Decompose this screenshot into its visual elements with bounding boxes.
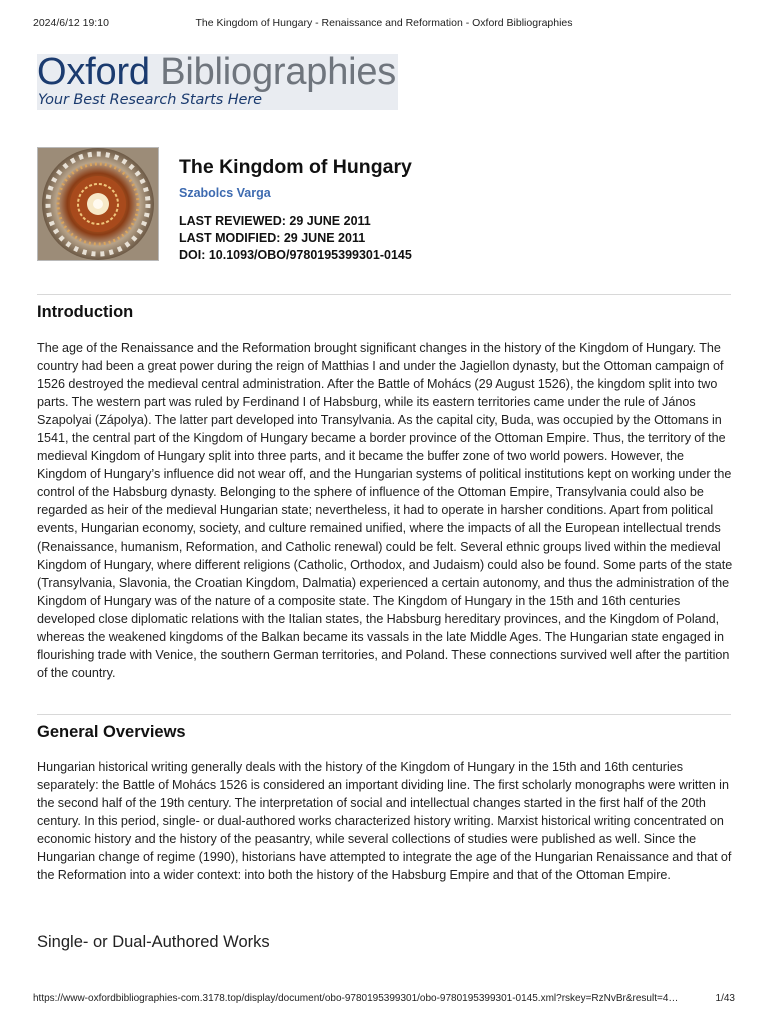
print-url: https://www-oxfordbibliographies-com.3178.top/display/document/obo-9780195399301/obo-9780195399301-0145.xml?rskey=RzNvBr&result=4… <box>33 993 679 1004</box>
article-title: The Kingdom of Hungary <box>179 156 412 178</box>
logo-oxford: Oxford <box>37 51 150 93</box>
dome-image <box>38 148 158 260</box>
logo-bibliographies: Bibliographies <box>160 51 397 93</box>
section-heading-introduction: Introduction <box>37 303 134 321</box>
print-page-title: The Kingdom of Hungary - Renaissance and Reformation - Oxford Bibliographies <box>195 17 573 29</box>
divider <box>37 714 731 715</box>
last-reviewed: LAST REVIEWED: 29 JUNE 2011 <box>179 214 371 228</box>
oxford-bibliographies-logo[interactable] <box>37 51 398 110</box>
section-heading-general-overviews: General Overviews <box>37 723 186 741</box>
print-page-number: 1/43 <box>715 993 735 1004</box>
print-date: 2024/6/12 19:10 <box>33 17 109 29</box>
last-modified: LAST MODIFIED: 29 JUNE 2011 <box>179 231 366 245</box>
article-thumbnail-image <box>37 147 159 261</box>
logo-wordmark <box>37 52 396 92</box>
logo-tagline: Your Best Research Starts Here <box>38 92 262 108</box>
article-meta <box>179 156 412 264</box>
article-dates <box>179 213 412 264</box>
subsection-heading-single-dual-authored: Single- or Dual-Authored Works <box>37 933 270 951</box>
article-author-link[interactable]: Szabolcs Varga <box>179 186 271 200</box>
general-overviews-text: Hungarian historical writing generally deals with the history of the Kingdom of Hungary in the 15th and 16th centuries separately: the Battle of Mohács 1526 is considered an important dividing line. The first scholarly monographs were written in the second half of the 19th century. The interpretation of social and intellectual changes started in the first half of the 20th century. In this period, single- or dual-authored works characterized history writing. Marxist historical writing concentrated on economic history and the history of the peasantry, while several collections of studies were published as well. Since the Hungarian change of regime (1990), historians have attempted to integrate the age of the Hungarian Renaissance and that of the Reformation into a wider context: into both the history of the Habsburg Empire and that of the Ottoman Empire. <box>37 760 732 883</box>
introduction-text: The age of the Renaissance and the Reformation brought significant changes in the history of the Kingdom of Hungary. The country had been a great power during the reign of Matthias I and under the Jagiellon dynasty, but the Ottoman campaign of 1526 destroyed the medieval central administration. After the Battle of Mohács (29 August 1526), the kingdom split into two parts. The western part was ruled by Ferdinand I of Habsburg, while its eastern territories came under the rule of János Szapolyai (Zápolya). The latter part developed into Transylvania. As the capital city, Buda, was occupied by the Ottomans in 1541, the central part of the Kingdom of Hungary became a border province of the Ottoman Empire. Thus, the territory of the medieval Kingdom of Hungary split into three parts, and it became the buffer zone of two world powers. However, the Kingdom of Hungary’s influence did not wear off, and the Hungarian systems of political institutions kept on working under the control of the Habsburg dynasty. Belonging to the sphere of influence of the Ottoman Empire, Transylvania could also be regarded as heir of the medieval Hungarian state; nevertheless, it had to operate in harsher conditions. Apart from political events, Hungarian economy, society, and culture remained unified, where the impacts of all the European intellectual trends (Renaissance, humanism, Reformation, and Catholic renewal) could be felt. Several ethnic groups lived within the medieval Kingdom of Hungary, where different religions (Catholic, Orthodox, and Judaism) could also be found. Some parts of the state (Transylvania, Slavonia, the Croatian Kingdom, Dalmatia) experienced a certain autonomy, and thus the administration of the Kingdom of Hungary was of the nature of a composite state. The Kingdom of Hungary in the 15th and 16th centuries developed close diplomatic relations with the Italian states, the Habsburg hereditary provinces, and the Kingdom of Poland, whereas the weakened kingdoms of the Balkan became its vassals in the late Middle Ages. The Hungarian state engaged in flourishing trade with Venice, the southern German territories, and Poland. These connections survived well after the partition of the country. <box>37 341 733 680</box>
divider <box>37 294 731 295</box>
doi: DOI: 10.1093/OBO/9780195399301-0145 <box>179 248 412 262</box>
